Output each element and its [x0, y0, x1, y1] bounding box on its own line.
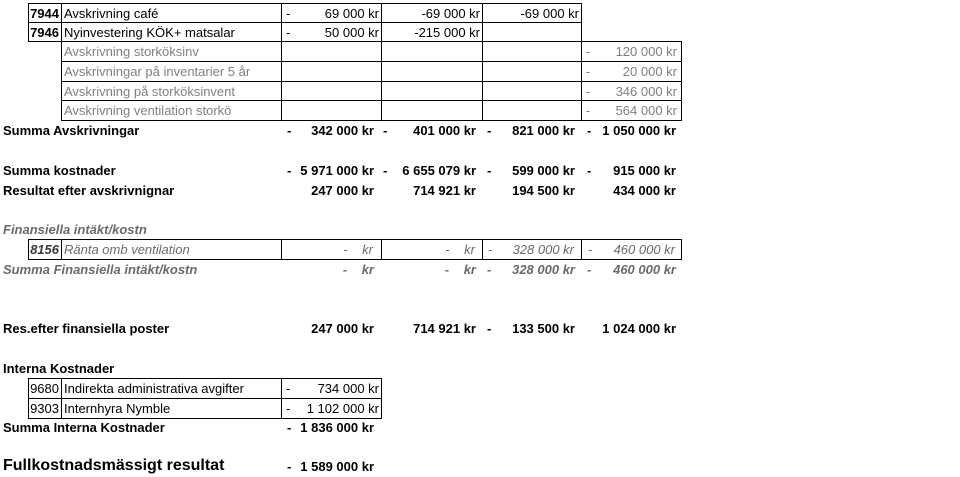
- value-col-1: [281, 418, 382, 437]
- amount: 342 000 kr: [311, 123, 374, 138]
- amount: - kr: [343, 242, 373, 257]
- value-col-3: [482, 3, 582, 23]
- amount: - kr: [445, 242, 475, 257]
- sign: -: [286, 381, 291, 396]
- sign: -: [487, 320, 492, 336]
- row-label: Avskrivning på storköksinvent: [61, 81, 282, 101]
- account-number: 9303: [28, 398, 62, 419]
- value-col-2: [381, 318, 483, 338]
- value-col-4: [581, 61, 682, 82]
- value-col-3: [482, 259, 582, 279]
- value-col-3: [482, 180, 582, 200]
- row-label: Avskrivningar på inventarier 5 år: [61, 61, 282, 82]
- amount: 714 921 kr: [413, 320, 476, 336]
- row-label: Summa Finansiella intäkt/kostn: [3, 261, 198, 277]
- amount: 346 000 kr: [615, 83, 677, 99]
- sign: -: [587, 261, 592, 277]
- result-after-financial-row: [0, 318, 960, 338]
- value-col-3: [482, 318, 582, 338]
- amount: 1 024 000 kr: [602, 320, 676, 336]
- amount: 133 500 kr: [512, 320, 575, 336]
- value-col-3-empty: [482, 41, 582, 62]
- account-number: 7946: [28, 22, 62, 42]
- row-label: Fullkostnadsmässigt resultat: [3, 457, 225, 474]
- sign: -: [383, 162, 388, 178]
- amount: 460 000 kr: [613, 261, 676, 277]
- depreciation-row-inventarier: [0, 61, 960, 82]
- depreciation-row-7946: [0, 22, 960, 42]
- total-costs-row: [0, 160, 960, 180]
- internal-costs-row-9303: [0, 398, 960, 419]
- value-col-2: [381, 239, 483, 260]
- value-col-4: [581, 318, 682, 338]
- value-col-4: [581, 81, 682, 101]
- value-col-1-empty: [281, 81, 382, 101]
- internal-costs-row-9680: [0, 378, 960, 399]
- row-label: Summa Interna Kostnader: [3, 420, 165, 435]
- sign: -: [287, 162, 292, 178]
- amount: 120 000 kr: [615, 44, 677, 59]
- sign: -: [488, 242, 493, 257]
- row-label: Internhyra Nymble: [61, 398, 282, 419]
- row-label: Avskrivning storköksinv: [61, 41, 282, 62]
- value-col-4: [581, 121, 682, 140]
- amount: 328 000 kr: [512, 242, 574, 257]
- amount: -215 000 kr: [414, 24, 480, 40]
- financial-row-8156: [0, 239, 960, 260]
- full-cost-result-row: [0, 455, 960, 477]
- value-col-4: [581, 100, 682, 121]
- amount: 247 000 kr: [311, 320, 374, 336]
- value-col-1: [281, 121, 382, 140]
- value-col-4: [581, 180, 682, 200]
- amount: 1 050 000 kr: [602, 123, 676, 138]
- amount: 1 836 000 kr: [300, 420, 374, 435]
- sign: -: [286, 24, 291, 40]
- account-number: 7944: [28, 3, 62, 23]
- amount: 599 000 kr: [512, 162, 575, 178]
- value-col-1-empty: [281, 61, 382, 82]
- value-col-3: [482, 239, 582, 260]
- value-col-2: [381, 259, 483, 279]
- sign: -: [586, 83, 591, 99]
- value-col-3-empty: [482, 100, 582, 121]
- value-col-1: [281, 180, 382, 200]
- amount: - kr: [444, 261, 476, 277]
- row-label: Avskrivning café: [61, 3, 282, 23]
- value-col-2: [381, 3, 483, 23]
- value-col-2: [381, 180, 483, 200]
- row-label: Ränta omb ventilation: [61, 239, 282, 260]
- depreciation-row-7944: [0, 3, 960, 23]
- amount: 247 000 kr: [311, 182, 374, 198]
- sign: -: [287, 458, 292, 474]
- section-heading: Interna Kostnader: [3, 360, 115, 376]
- amount: 194 500 kr: [512, 182, 575, 198]
- sign: -: [587, 162, 592, 178]
- amount: 401 000 kr: [413, 123, 476, 138]
- amount: 434 000 kr: [613, 182, 676, 198]
- amount: -69 000 kr: [421, 5, 480, 21]
- amount: 1 102 000 kr: [306, 401, 379, 416]
- result-after-depreciation-row: [0, 180, 960, 200]
- value-col-3-empty: [482, 61, 582, 82]
- amount: 734 000 kr: [317, 381, 379, 396]
- depreciation-total-row: [0, 121, 960, 140]
- amount: 460 000 kr: [613, 242, 675, 257]
- value-col-2-empty: [381, 100, 483, 121]
- value-col-3: [482, 121, 582, 140]
- financial-heading-row: [0, 219, 960, 239]
- depreciation-row-storkoksinvent: [0, 81, 960, 101]
- sign: -: [286, 5, 291, 21]
- sign: -: [586, 64, 591, 79]
- row-label: Resultat efter avskrivnignar: [3, 182, 175, 198]
- value-col-3: [482, 160, 582, 180]
- depreciation-row-storkoksinv: [0, 41, 960, 62]
- row-label: Res.efter finansiella poster: [3, 320, 170, 336]
- amount: - kr: [342, 261, 374, 277]
- value-col-1: [281, 378, 382, 399]
- section-heading: Finansiella intäkt/kostn: [3, 221, 147, 237]
- amount: 915 000 kr: [613, 162, 676, 178]
- sign: -: [286, 401, 291, 416]
- sign: -: [586, 103, 591, 118]
- value-col-1: [281, 455, 382, 477]
- amount: 328 000 kr: [512, 261, 575, 277]
- value-col-4: [581, 239, 682, 260]
- value-col-4: [581, 41, 682, 62]
- internal-costs-heading-row: [0, 358, 960, 378]
- value-col-2-empty: [381, 81, 483, 101]
- value-col-3-empty: [482, 81, 582, 101]
- amount: 5 971 000 kr: [300, 162, 374, 178]
- amount: 1 589 000 kr: [300, 458, 374, 474]
- internal-costs-total-row: [0, 418, 960, 437]
- value-col-2-empty: [381, 41, 483, 62]
- sign: -: [487, 162, 492, 178]
- value-col-1: [281, 3, 382, 23]
- amount: 714 921 kr: [413, 182, 476, 198]
- sign: -: [287, 123, 292, 138]
- depreciation-row-ventilation: [0, 100, 960, 121]
- value-col-2: [381, 121, 483, 140]
- amount: 69 000 kr: [324, 5, 379, 21]
- value-col-2-empty: [381, 61, 483, 82]
- account-number: 9680: [28, 378, 62, 399]
- sign: -: [588, 242, 593, 257]
- row-label: Avskrivning ventilation storkö: [61, 100, 282, 121]
- sign: -: [487, 123, 492, 138]
- value-col-1: [281, 398, 382, 419]
- sign: -: [587, 123, 592, 138]
- row-label: Summa kostnader: [3, 162, 116, 178]
- value-col-4: [581, 160, 682, 180]
- value-col-1: [281, 318, 382, 338]
- row-label: Indirekta administrativa avgifter: [61, 378, 282, 399]
- sign: -: [383, 123, 388, 138]
- sign: -: [586, 44, 591, 59]
- sign: -: [287, 420, 292, 435]
- amount: -69 000 kr: [520, 5, 579, 21]
- sign: -: [487, 261, 492, 277]
- value-col-1: [281, 239, 382, 260]
- value-col-3-empty: [482, 22, 582, 42]
- value-col-2: [381, 22, 483, 42]
- account-number: 8156: [28, 239, 62, 260]
- row-label: Summa Avskrivningar: [3, 123, 140, 138]
- financial-total-row: [0, 259, 960, 279]
- value-col-1: [281, 160, 382, 180]
- value-col-1-empty: [281, 100, 382, 121]
- value-col-4: [581, 259, 682, 279]
- value-col-1: [281, 259, 382, 279]
- value-col-2: [381, 160, 483, 180]
- amount: 564 000 kr: [615, 103, 677, 118]
- value-col-1-empty: [281, 41, 382, 62]
- amount: 50 000 kr: [324, 24, 379, 40]
- row-label: Nyinvestering KÖK+ matsalar: [61, 22, 282, 42]
- amount: 20 000 kr: [622, 64, 677, 79]
- amount: 6 655 079 kr: [402, 162, 476, 178]
- value-col-1: [281, 22, 382, 42]
- amount: 821 000 kr: [512, 123, 575, 138]
